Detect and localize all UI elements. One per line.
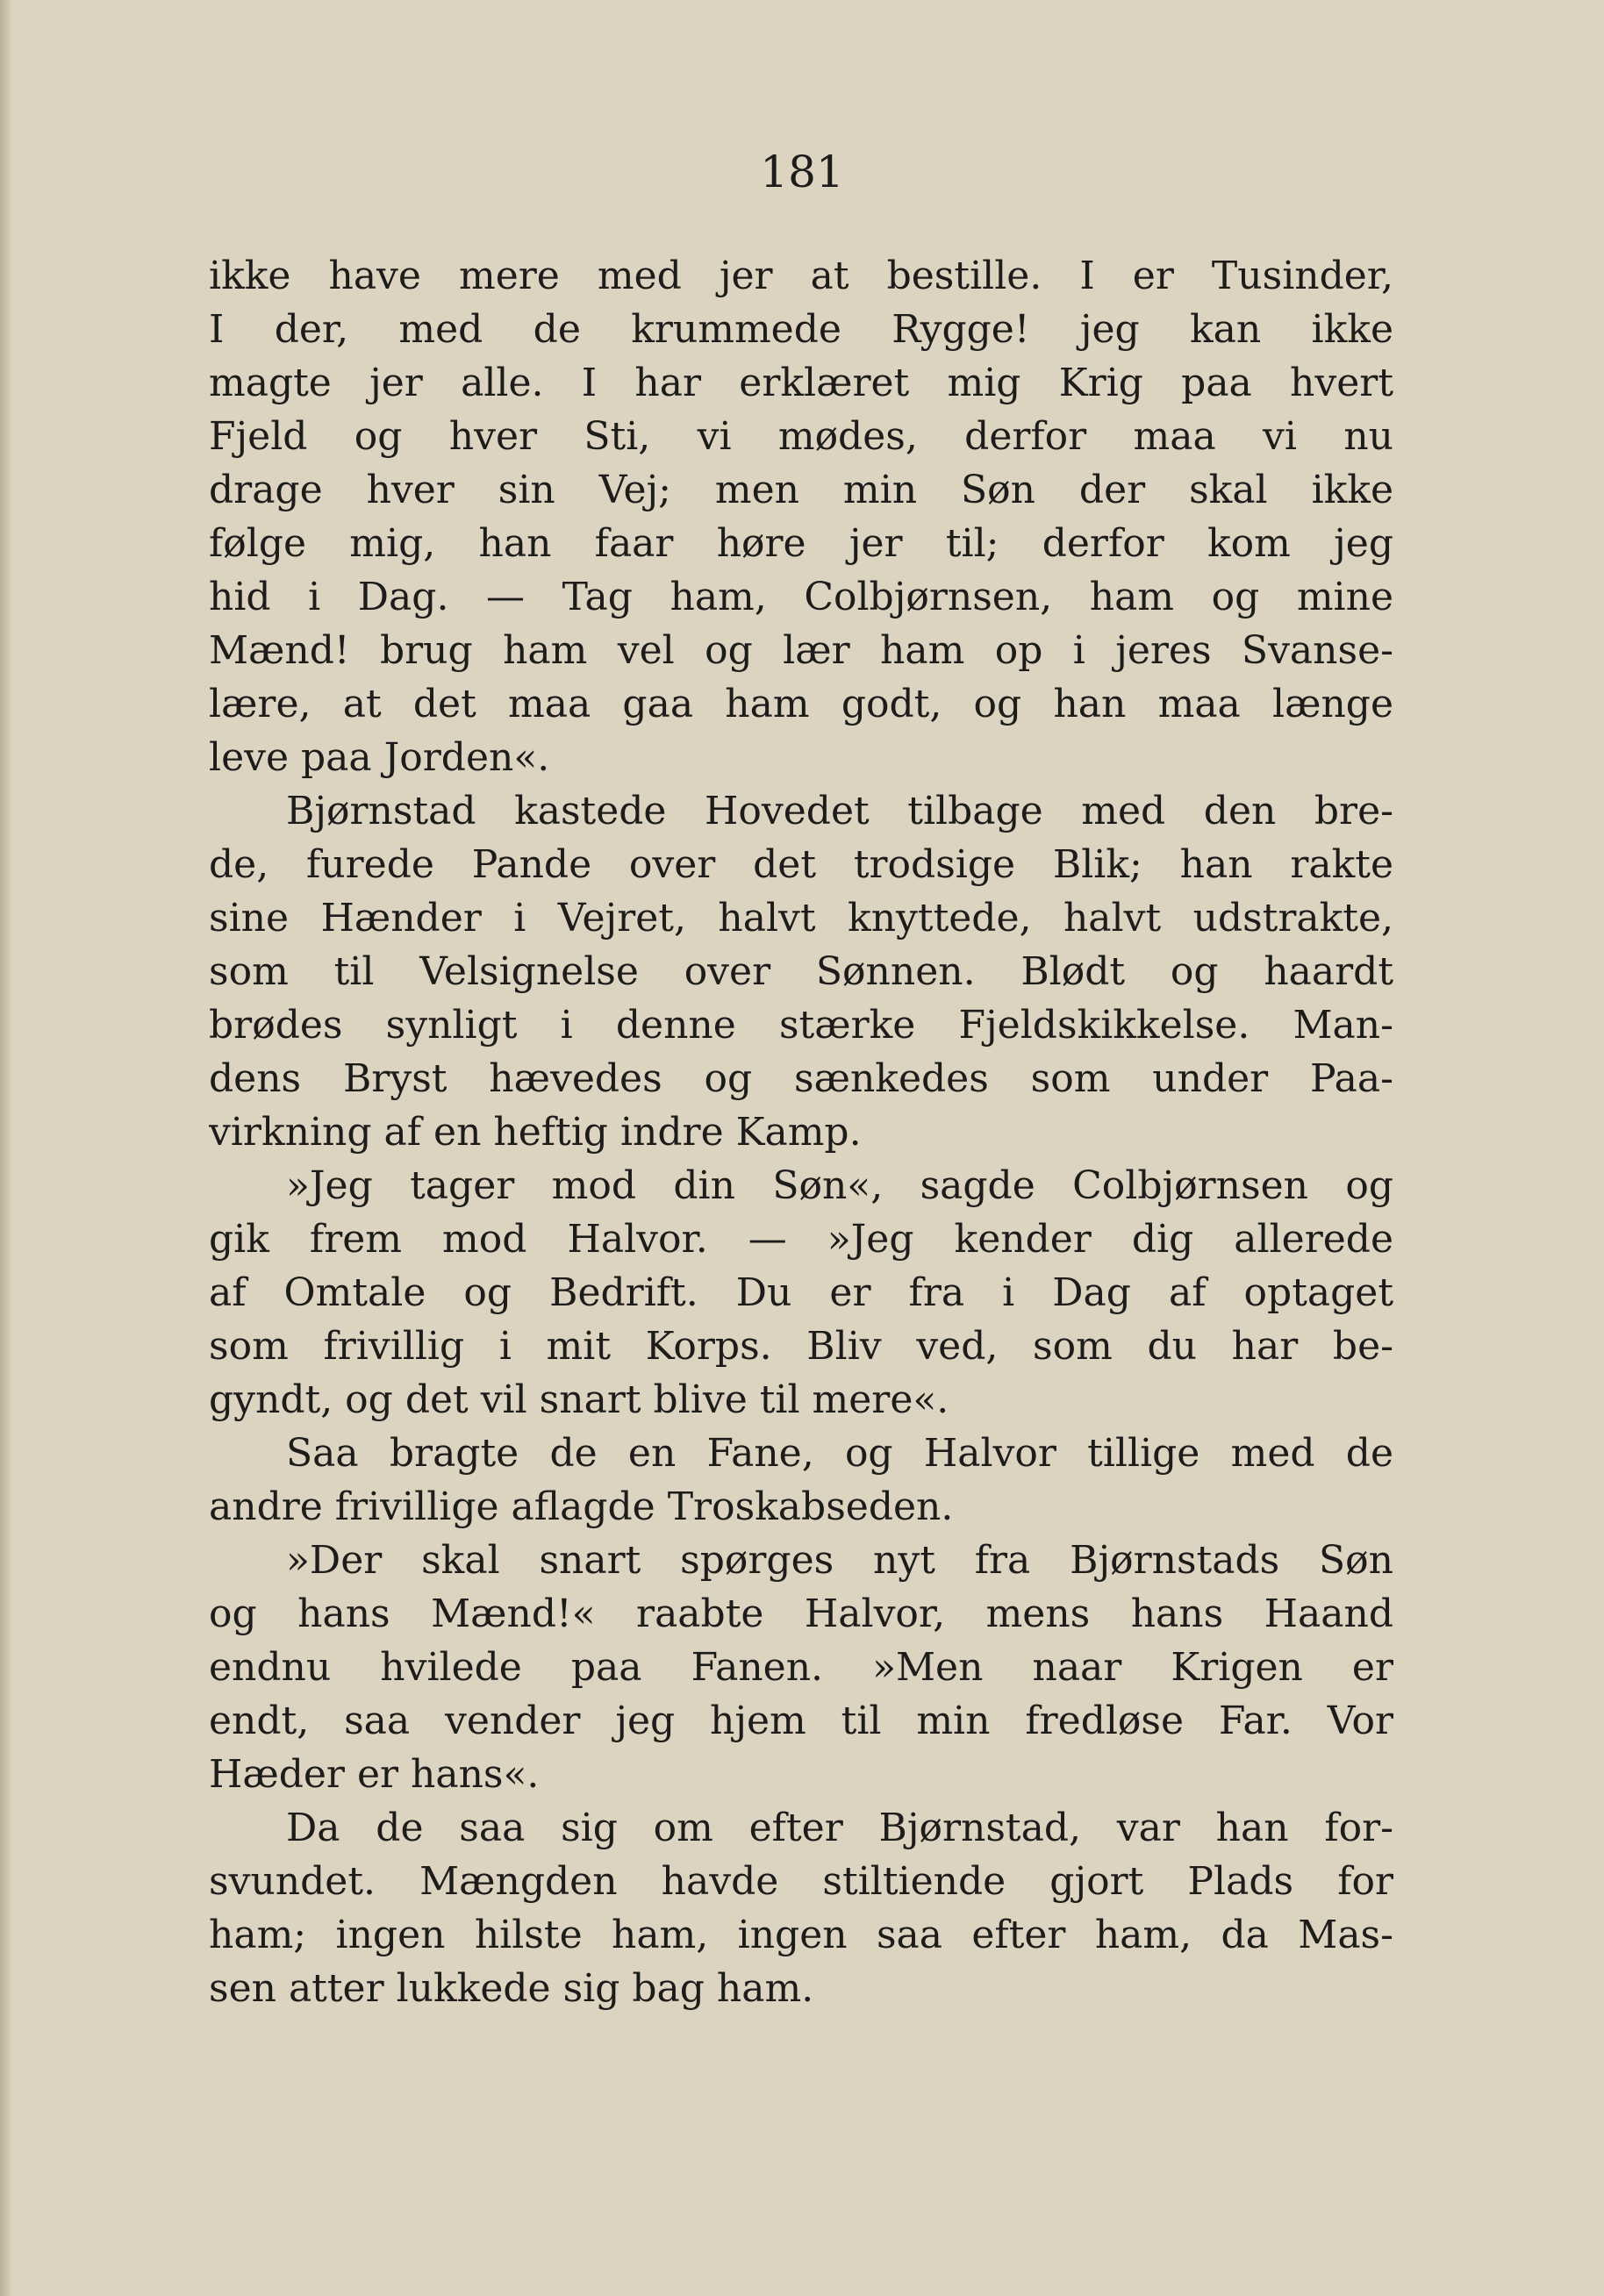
text-line: Hæder er hans«. xyxy=(209,1752,540,1797)
text-line: og hans Mænd!« raabte Halvor, mens hans Haand xyxy=(209,1591,1393,1636)
text-line: følge mig, han faar høre jer til; derfor kom jeg xyxy=(209,521,1393,566)
text-line: lære, at det maa gaa ham godt, og han maa længe xyxy=(209,682,1393,726)
text-line: ham; ingen hilste ham, ingen saa efter ham, da Mas- xyxy=(209,1913,1393,1957)
text-line: andre frivillige aflagde Troskabseden. xyxy=(209,1484,954,1529)
text-line: dens Bryst hævedes og sænkedes som under Paa- xyxy=(209,1056,1393,1101)
page-number: 181 xyxy=(760,147,844,197)
text-line: Saa bragte de en Fane, og Halvor tillige med de xyxy=(286,1431,1393,1476)
text-line: Fjeld og hver Sti, vi mødes, derfor maa vi nu xyxy=(209,414,1393,459)
text-line: sine Hænder i Vejret, halvt knyttede, halvt udstrakte, xyxy=(209,896,1393,941)
text-line: drage hver sin Vej; men min Søn der skal ikke xyxy=(209,468,1393,512)
text-line: ikke have mere med jer at bestille. I er Tusinder, xyxy=(209,254,1393,298)
text-line: af Omtale og Bedrift. Du er fra i Dag af optaget xyxy=(209,1270,1393,1315)
text-line: gik frem mod Halvor. — »Jeg kender dig allerede xyxy=(209,1217,1393,1262)
text-line: svundet. Mængden havde stiltiende gjort Plads for xyxy=(209,1859,1393,1904)
body-text xyxy=(209,249,1393,2015)
text-line: endnu hvilede paa Fanen. »Men naar Krigen er xyxy=(209,1645,1393,1690)
text-line: virkning af en heftig indre Kamp. xyxy=(209,1110,862,1155)
text-line: Da de saa sig om efter Bjørnstad, var han for- xyxy=(286,1806,1393,1850)
text-line: magte jer alle. I har erklæret mig Krig paa hvert xyxy=(209,361,1393,405)
text-line: gyndt, og det vil snart blive til mere«. xyxy=(209,1377,949,1422)
text-line: brødes synligt i denne stærke Fjeldskikkelse. Man- xyxy=(209,1003,1393,1048)
text-line: som til Velsignelse over Sønnen. Blødt og haardt xyxy=(209,949,1393,994)
text-line: de, furede Pande over det trodsige Blik; han rakte xyxy=(209,842,1393,887)
text-line: »Jeg tager mod din Søn«, sagde Colbjørnsen og xyxy=(286,1163,1393,1208)
page-edge-shadow xyxy=(0,0,12,2296)
text-line: I der, med de krummede Rygge! jeg kan ikke xyxy=(209,307,1393,352)
text-line: leve paa Jorden«. xyxy=(209,735,550,780)
text-line: »Der skal snart spørges nyt fra Bjørnstads Søn xyxy=(286,1538,1393,1583)
text-line: Bjørnstad kastede Hovedet tilbage med den bre- xyxy=(286,789,1393,833)
text-line: Mænd! brug ham vel og lær ham op i jeres Svanse- xyxy=(209,628,1393,673)
text-line: endt, saa vender jeg hjem til min fredløse Far. Vor xyxy=(209,1699,1393,1743)
text-line: sen atter lukkede sig bag ham. xyxy=(209,1966,814,2011)
text-line: hid i Dag. — Tag ham, Colbjørnsen, ham og mine xyxy=(209,575,1393,619)
text-line: som frivillig i mit Korps. Bliv ved, som du har be- xyxy=(209,1324,1393,1369)
